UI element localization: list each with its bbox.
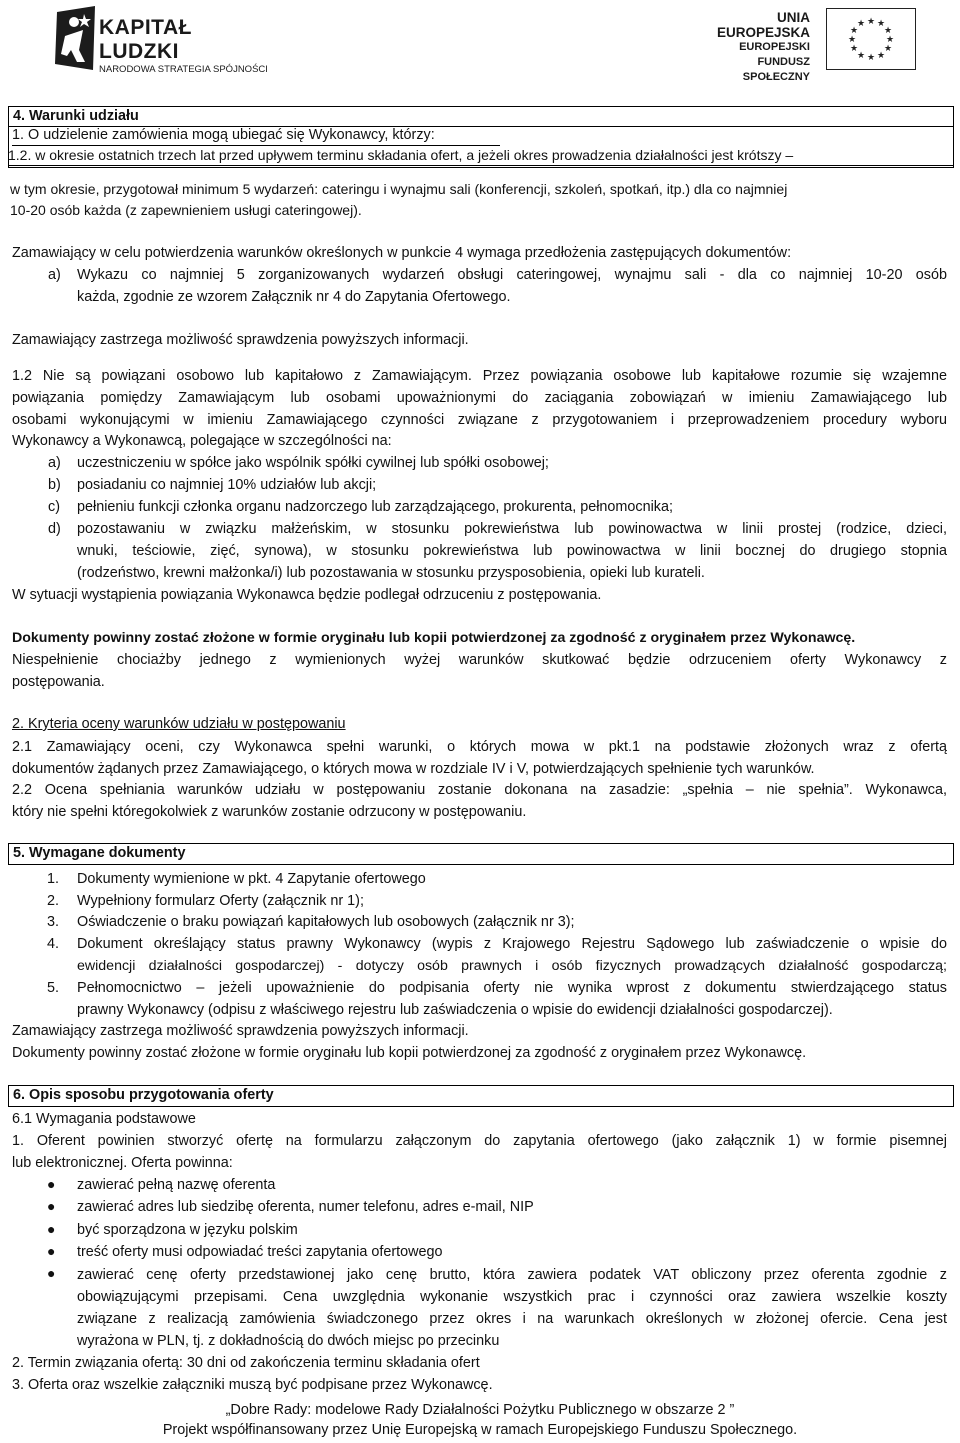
s5-item5-marker: 5.: [47, 980, 60, 996]
kryteria-line2: dokumentów żądanych przez Zamawiającego, o których mowa w rozdziale IV i V, potwierdzających spełnienie tych warunków.: [12, 761, 815, 777]
svg-text:★: ★: [876, 19, 886, 29]
svg-text:★: ★: [849, 26, 859, 36]
eu-flag-icon: [826, 8, 916, 70]
section6-title: 6. Opis sposobu przygotowania oferty: [13, 1087, 274, 1103]
s4-para7-line2: postępowania.: [12, 674, 105, 690]
svg-text:★: ★: [856, 19, 866, 29]
svg-text:★: ★: [847, 35, 857, 45]
bullet-icon: ●: [47, 1265, 56, 1281]
s6-line3: 2. Termin związania ofertą: 30 dni od zakończenia terminu składania ofert: [12, 1355, 480, 1371]
s6-bullet5-line2: obowiązującymi przepisami. Cena uwzględnia wykonanie wszystkich prac i czynności oraz zawiera wszelkie koszty: [77, 1289, 947, 1305]
s5-para1: Zamawiający zastrzega możliwość sprawdzenia powyższych informacji.: [12, 1023, 469, 1039]
s5-item1-marker: 1.: [47, 871, 60, 887]
s4-list-item-d: pozostawaniu w związku małżeńskim, w stosunku pokrewieństwa lub powinowactwa w linii prostej (rodzice, dzieci,: [77, 521, 947, 537]
s4-para6: Dokumenty powinny zostać złożone w formie oryginału lub kopii potwierdzonej za zgodność z oryginałem przez Wykonawcę.: [12, 630, 856, 646]
s5-item4-marker: 4.: [47, 936, 60, 952]
s5-item1: Dokumenty wymienione w pkt. 4 Zapytanie ofertowego: [77, 871, 426, 887]
s6-bullet1: zawierać pełną nazwę oferenta: [77, 1177, 276, 1193]
s4-line2b: w tym okresie, przygotował minimum 5 wydarzeń: cateringu i wynajmu sali (konferencji, szkoleń, spotkań, itp.) dla co najmniej: [10, 181, 788, 197]
svg-text:★: ★: [883, 26, 893, 36]
section5-title: 5. Wymagane dokumenty: [13, 845, 186, 861]
s4-list-item-c: pełnieniu funkcji członka organu nadzorczego lub zarządzającego, prokurenta, pełnomocnika;: [77, 499, 673, 515]
s5-item3: Oświadczenie o braku powiązań kapitałowych lub osobowych (załącznik nr 3);: [77, 914, 575, 930]
bullet-icon: ●: [47, 1176, 56, 1192]
s4-list-marker-d: d): [48, 521, 61, 537]
s6-bullet5-line4: wyrażona w PLN, tj. z dokładnością do dwóch miejsc po przecinku: [77, 1333, 500, 1349]
logo-subtitle: NARODOWA STRATEGIA SPÓJNOŚCI: [99, 64, 268, 75]
s5-item5-line2: prawny Wykonawcy (odpisu z właściwego rejestru lub zaświadczenia o wpisie do ewidencji działalności gospodarczej).: [77, 1002, 833, 1018]
s6-subtitle: 6.1 Wymagania podstawowe: [12, 1111, 196, 1127]
s6-line4: 3. Oferta oraz wszelkie załączniki muszą być podpisane przez Wykonawcę.: [12, 1377, 493, 1393]
s4-a-line1: Wykazu co najmniej 5 zorganizowanych wydarzeń obsługi cateringowej, wynajmu sali - dla co najmniej 10-20 osób: [77, 267, 947, 283]
s4-line2a: 1.2. w okresie ostatnich trzech lat przed upływem terminu składania ofert, a jeżeli okres prowadzenia działalności jest krótszy –: [8, 146, 954, 166]
svg-text:★: ★: [885, 35, 895, 45]
s4-para5: W sytuacji wystąpienia powiązania Wykonawca będzie podlegał odrzuceniu z postępowania.: [12, 587, 602, 603]
s4-line1: 1. O udzielenie zamówienia mogą ubiegać się Wykonawcy, którzy:: [12, 126, 500, 146]
kapital-ludzki-logo: [55, 6, 275, 75]
s5-item5: Pełnomocnictwo – jeżeli upoważnienie do podpisania oferty nie wynika wprost z dokumentu stwierdzającego status: [77, 980, 947, 996]
s5-item2-marker: 2.: [47, 893, 60, 909]
footer-line1: „Dobre Rady: modelowe Rady Działalności Pożytku Publicznego w obszarze 2 ”: [225, 1402, 735, 1418]
logo-title: KAPITAŁ LUDZKI: [99, 16, 192, 63]
section5-box: [8, 843, 954, 865]
s5-item2: Wypełniony formularz Oferty (załącznik nr 1);: [77, 893, 364, 909]
s4-para7-line1: Niespełnienie chociażby jednego z wymienionych wyżej warunków skutkować będzie odrzuceniem oferty Wykonawcy z: [12, 652, 947, 668]
svg-text:★: ★: [856, 51, 866, 61]
s6-bullet5-line3: związane z realizacją zamówienia świadczonego przez okres i na warunkach określonych w złożonej ofercie. Cena jest: [77, 1311, 947, 1327]
s5-item3-marker: 3.: [47, 914, 60, 930]
kryteria-title: 2. Kryteria oceny warunków udziału w postępowaniu: [12, 716, 346, 732]
s6-line1: 1. Oferent powinien stworzyć ofertę na formularzu załączonym do zapytania ofertowego (jako załącznik 1) w formie pisemnej: [12, 1133, 947, 1149]
s6-bullet4: treść oferty musi odpowiadać treści zapytania ofertowego: [77, 1244, 443, 1260]
s4-list-item-d-line3: (rodzeństwo, krewni małżonka/i) lub pozostawania w stosunku przysposobienia, opieki lub kurateli.: [77, 565, 705, 581]
eu-logo-line1: UNIA EUROPEJSKA: [716, 10, 810, 40]
footer-line2: Projekt współfinansowany przez Unię Europejską w ramach Europejskiego Funduszu Społecznego.: [162, 1422, 798, 1438]
s6-bullet2: zawierać adres lub siedzibę oferenta, numer telefonu, adres e-mail, NIP: [77, 1199, 534, 1215]
s4-para4-line4: Wykonawcy a Wykonawcą, polegające w szczególności na:: [12, 433, 392, 449]
kryteria-line4: który nie spełni któregokolwiek z warunków zostanie odrzucony w postępowaniu.: [12, 804, 527, 820]
svg-text:★: ★: [849, 44, 859, 54]
s6-bullet3: być sporządzona w języku polskim: [77, 1222, 298, 1238]
svg-text:★: ★: [876, 51, 886, 61]
s5-item4: Dokument określający status prawny Wykonawcy (wypis z Krajowego Rejestru Sądowego lub zaświadczenie o wpisie do: [77, 936, 947, 952]
s4-a-marker: a): [48, 267, 61, 283]
s4-list-item-b: posiadaniu co najmniej 10% udziałów lub akcji;: [77, 477, 377, 493]
s6-bullet5: zawierać cenę oferty przedstawionej jako cenę brutto, która zawiera podatek VAT obliczony przez oferenta zgodnie z: [77, 1267, 947, 1283]
page-header: [0, 0, 960, 95]
s4-para2: Zamawiający w celu potwierdzenia warunków określonych w punkcie 4 wymaga przedłożenia zastępujących dokumentów:: [12, 245, 792, 261]
s4-list-marker-a: a): [48, 455, 61, 471]
svg-text:★: ★: [883, 44, 893, 54]
s4-para3: Zamawiający zastrzega możliwość sprawdzenia powyższych informacji.: [12, 332, 469, 348]
bullet-icon: ●: [47, 1243, 56, 1259]
s5-item4-line2: ewidencji działalności gospodarczej) - dotyczy osób prawnych i osób fizycznych prowadzących działalność gospodarczą;: [77, 958, 947, 974]
section4-title: 4. Warunki udziału: [9, 107, 953, 127]
s4-list-marker-c: c): [48, 499, 60, 515]
eu-logo-line2: EUROPEJSKI: [739, 41, 810, 53]
s4-a-line2: każda, zgodnie ze wzorem Załącznik nr 4 do Zapytania Ofertowego.: [77, 289, 511, 305]
eu-logo: [688, 8, 918, 83]
s5-para2: Dokumenty powinny zostać złożone w formie oryginału lub kopii potwierdzonej za zgodność z oryginałem przez Wykonawcę.: [12, 1045, 807, 1061]
section6-box: [8, 1085, 954, 1107]
svg-text:★: ★: [866, 17, 876, 27]
eu-logo-line3: FUNDUSZ SPOŁECZNY: [742, 56, 810, 83]
s4-para4-line1: 1.2 Nie są powiązani osobowo lub kapitałowo z Zamawiającym. Przez powiązania osobowe lub kapitałowe rozumie się wzajemne: [12, 368, 947, 384]
s4-para4-line3: osobami wykonującymi w imieniu Zamawiającego czynności związane z przygotowaniem i przeprowadzeniem procedury wyboru: [12, 412, 947, 428]
bullet-icon: ●: [47, 1198, 56, 1214]
svg-text:★: ★: [866, 53, 876, 63]
s4-para4-line2: powiązania pomiędzy Zamawiającym lub osobami upoważnionymi do zaciągania zobowiązań w imieniu Zamawiającego lub: [12, 390, 947, 406]
s4-list-marker-b: b): [48, 477, 61, 493]
kryteria-line3: 2.2 Ocena spełniania warunków udziału w postępowaniu zostanie dokonana na zasadzie: „spełnia – nie spełnia”. Wykonawca,: [12, 782, 947, 798]
s4-list-item-a: uczestniczeniu w spółce jako wspólnik spółki cywilnej lub spółki osobowej;: [77, 455, 549, 471]
s4-line2c: 10-20 osób każda (z zapewnieniem usługi cateringowej).: [10, 202, 362, 218]
s6-line2: lub elektronicznej. Oferta powinna:: [12, 1155, 233, 1171]
kapital-ludzki-emblem-icon: [55, 6, 99, 70]
kryteria-line1: 2.1 Zamawiający oceni, czy Wykonawca spełni warunki, o których mowa w pkt.1 na podstawie złożonych wraz z ofertą: [12, 739, 947, 755]
s4-list-item-d-line2: wnuki, teściowie, zięć, synowa), w stosunku pokrewieństwa lub powinowactwa w linii bocznej do drugiego stopnia: [77, 543, 947, 559]
bullet-icon: ●: [47, 1221, 56, 1237]
